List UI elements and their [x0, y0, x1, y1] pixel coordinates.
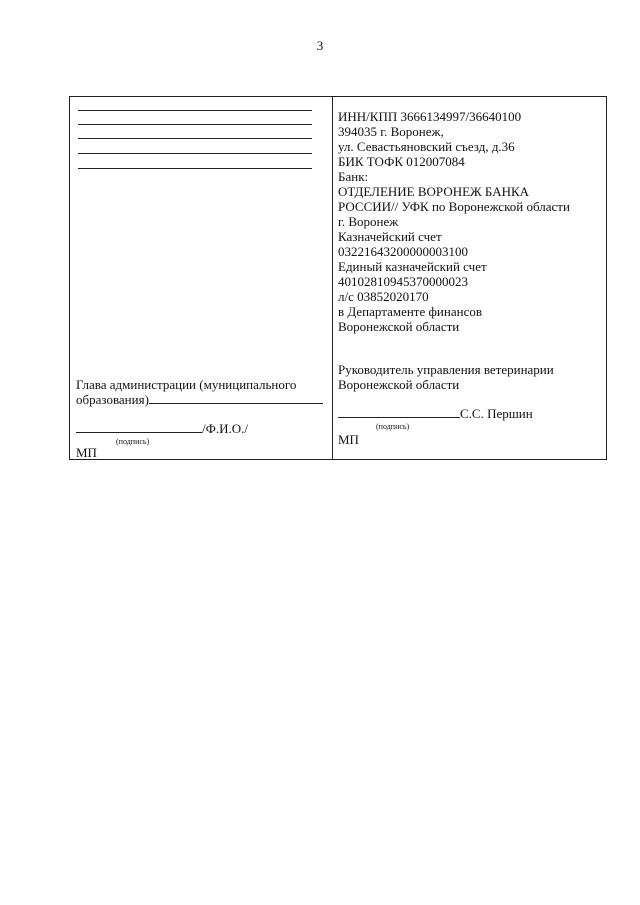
- left-party-column: [70, 97, 332, 459]
- detail-line: БИК ТОФК 012007084: [338, 154, 465, 169]
- signature-row: [76, 421, 248, 436]
- head-title-line2-row: [76, 392, 323, 407]
- page-number: 3: [316, 38, 324, 53]
- blank-line: [78, 138, 312, 139]
- municipality-blank: [149, 392, 323, 404]
- detail-line: ул. Севастьяновский съезд, д.36: [338, 139, 515, 154]
- detail-line: л/с 03852020170: [338, 289, 429, 304]
- signature-blank: [338, 406, 460, 418]
- signature-row: [338, 406, 533, 421]
- detail-line: Банк:: [338, 169, 369, 184]
- head-title-line1: Глава администрации (муниципального: [76, 377, 297, 392]
- detail-line: ОТДЕЛЕНИЕ ВОРОНЕЖ БАНКА: [338, 184, 530, 199]
- detail-line: г. Воронеж: [338, 214, 399, 229]
- blank-line: [78, 124, 312, 125]
- stamp-label: МП: [338, 432, 359, 447]
- detail-line: 40102810945370000023: [338, 274, 468, 289]
- detail-line: РОССИИ// УФК по Воронежской области: [338, 199, 570, 214]
- stamp-label: МП: [76, 445, 97, 460]
- detail-line: Казначейский счет: [338, 229, 442, 244]
- detail-line: Воронежской области: [338, 319, 460, 334]
- detail-line: в Департаменте финансов: [338, 304, 482, 319]
- detail-line: Единый казначейский счет: [338, 259, 487, 274]
- fio-label: /Ф.И.О./: [202, 421, 249, 436]
- signature-table: [69, 96, 607, 460]
- blank-line: [78, 110, 312, 111]
- signature-blank: [76, 421, 202, 433]
- right-party-column: [333, 97, 608, 459]
- blank-line: [78, 168, 312, 169]
- head-title-line2: Воронежской области: [338, 377, 460, 392]
- detail-line: ИНН/КПП 3666134997/36640100: [338, 109, 522, 124]
- signature-caption: (подпись): [376, 422, 410, 431]
- detail-line: 394035 г. Воронеж,: [338, 124, 444, 139]
- blank-line: [78, 153, 312, 154]
- detail-line: 03221643200000003100: [338, 244, 468, 259]
- head-title-line2: образования): [76, 392, 149, 407]
- head-title-line1: Руководитель управления ветеринарии: [338, 362, 554, 377]
- signature-caption: (подпись): [116, 437, 150, 446]
- signer-name: С.С. Першин: [460, 406, 533, 421]
